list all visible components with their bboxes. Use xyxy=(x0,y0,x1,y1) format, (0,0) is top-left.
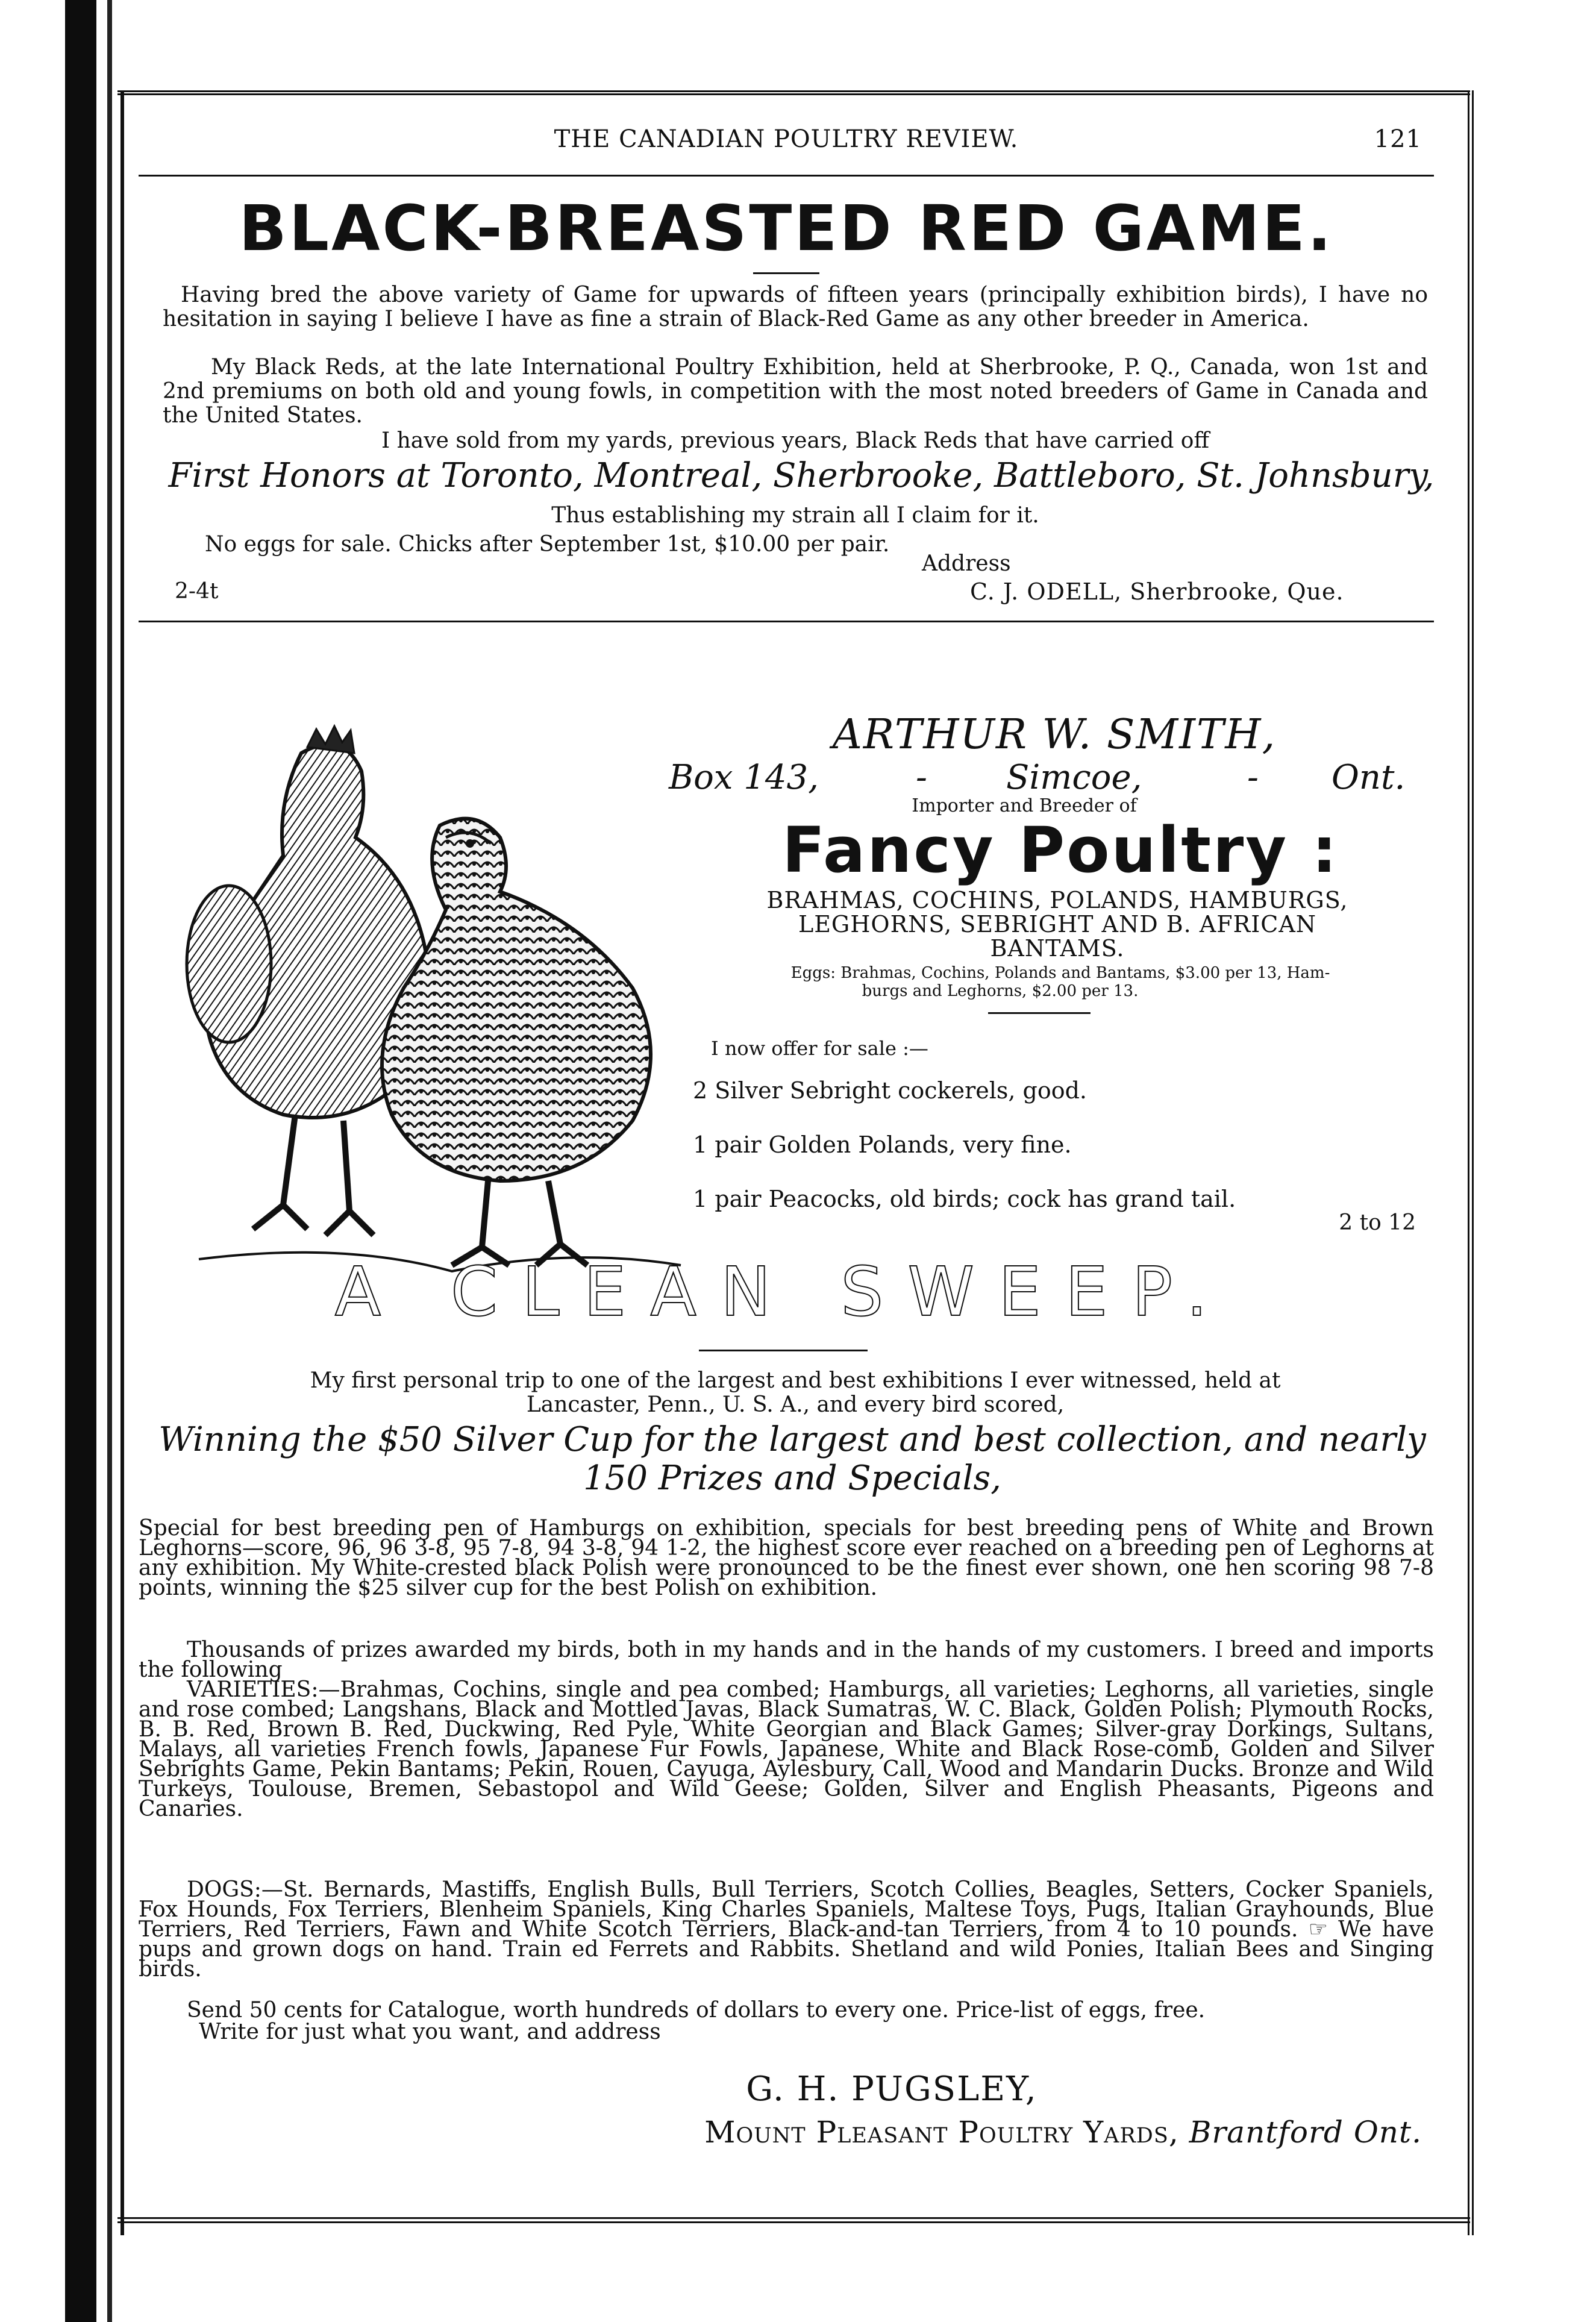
smith-town: Simcoe, xyxy=(1006,758,1142,797)
smith-offer-2: 1 pair Golden Polands, very fine. xyxy=(693,1131,1072,1158)
smith-name: ARTHUR W. SMITH, xyxy=(832,711,1277,759)
odell-claim: Thus establishing my strain all I claim for it. xyxy=(551,503,1039,528)
pugsley-dogs: DOGS:—St. Bernards, Mastiffs, English Bulls, Bull Terriers, Scotch Collies, Beagles, Setters, Cocker Spaniels, Fox Hounds, Fox Terriers, Blenheim Spaniels, King Charles Spaniels, Maltese Toys, Pugs, Italian Grayhounds, Blue Terriers, Red Terriers, Fawn and White Scotch Terriers, Black-and-tan Terriers, from 4 to 10 pounds. ☞ We have pups and grown dogs on hand. Train ed Ferrets and Rabbits. Shetland and wild Ponies, Italian Bees and Singing birds. xyxy=(139,1877,1434,1982)
smith-breeds-2: LEGHORNS, SEBRIGHT AND B. AFRICAN xyxy=(798,911,1317,937)
smith-dash-2: - xyxy=(1247,758,1259,797)
odell-para-1: Having bred the above variety of Game for upwards of fifteen years (principally exhibition birds), I have no hesitation in saying I believe I have as fine a strain of Black-Red Game as any other breeder in America. xyxy=(163,283,1428,331)
rooster-tail xyxy=(187,886,271,1042)
odell-code: 2-4t xyxy=(175,579,219,604)
odell-contact: C. J. ODELL, Sherbrooke, Que. xyxy=(970,578,1344,605)
pugsley-ad-title: A CLEAN SWEEP. xyxy=(334,1253,1232,1332)
top-double-rule xyxy=(117,90,1470,95)
rooster-legs xyxy=(253,1115,374,1235)
binding-shadow xyxy=(107,0,112,2322)
smith-breeds-3: BANTAMS. xyxy=(990,935,1125,962)
pugsley-para-2: Thousands of prizes awarded my birds, both in my hands and in the hands of my customers. I breed and imports the following xyxy=(139,1638,1434,1682)
running-header xyxy=(139,125,1434,167)
odell-address-label: Address xyxy=(922,551,1011,576)
hen-body xyxy=(382,819,651,1181)
smith-offer-1: 2 Silver Sebright cockerels, good. xyxy=(693,1077,1087,1104)
pugsley-catalogue: Send 50 cents for Catalogue, worth hundreds of dollars to every one. Price-list of eggs, free. xyxy=(187,1998,1206,2023)
odell-ad-title: BLACK-BREASTED RED GAME. xyxy=(239,192,1334,265)
pugsley-write: Write for just what you want, and address xyxy=(199,2020,661,2044)
smith-code: 2 to 12 xyxy=(1339,1210,1416,1235)
bottom-double-rule xyxy=(117,2217,1470,2223)
smith-province: Ont. xyxy=(1332,758,1406,797)
smith-offer-intro: I now offer for sale :— xyxy=(711,1037,928,1060)
section-rule-1 xyxy=(139,621,1434,622)
odell-honors: First Honors at Toronto, Montreal, Sherbrooke, Battleboro, St. Johnsbury, xyxy=(168,456,1435,495)
hen-eye xyxy=(466,839,474,848)
clean-sweep-divider xyxy=(699,1350,868,1351)
publication-title: THE CANADIAN POULTRY REVIEW. xyxy=(554,125,1019,153)
odell-eggs: No eggs for sale. Chicks after September 1st, $10.00 per pair. xyxy=(205,532,890,557)
fowl-engraving-image xyxy=(163,705,693,1283)
smith-box: Box 143, xyxy=(669,758,819,797)
pugsley-yards: Mount Pleasant Poultry Yards, xyxy=(704,2115,1179,2150)
smith-headline: Fancy Poultry : xyxy=(782,813,1339,887)
pugsley-winning: Winning the $50 Silver Cup for the largest and best collection, and nearly 150 Prizes and Specials, xyxy=(158,1420,1426,1498)
page-number: 121 xyxy=(1374,125,1422,153)
smith-divider xyxy=(988,1012,1091,1014)
pugsley-city: Brantford Ont. xyxy=(1189,2115,1422,2150)
pugsley-intro: My first personal trip to one of the largest and best exhibitions I ever witnessed, held at Lancaster, Penn., U. S. A., and every bird scored, xyxy=(310,1368,1281,1417)
hen-legs xyxy=(452,1181,587,1265)
pugsley-para-1: Special for best breeding pen of Hamburgs on exhibition, specials for best breeding pens of White and Brown Leghorns—score, 96, 96 3-8, 95 7-8, 94 3-8, 94 1-2, the highest score ever reached on a breeding pen of Leghorns at any exhibition. My White-crested black Polish were pronounced to be the finest ever shown, one hen scoring 98 7-8 points, winning the $25 silver cup for the best Polish on exhibition. xyxy=(139,1516,1434,1600)
pugsley-name: G. H. PUGSLEY, xyxy=(746,2070,1037,2109)
odell-para-3: I have sold from my yards, previous years, Black Reds that have carried off xyxy=(381,428,1210,453)
pugsley-varieties: VARIETIES:—Brahmas, Cochins, single and pea combed; Hamburgs, all varieties; Leghorns, all varieties, single and rose combed; Langshans, Black and Mottled Javas, Black Sumatras, W. C. Black, Golden Polish; Plymouth Rocks, B. B. Red, Brown B. Red, Duckwing, Red Pyle, White Georgian and Black Games; Silver-gray Dorkings, Sultans, Malays, all varieties French fowls, Japanese Fur Fowls, Japanese, White and Black Rose-comb, Golden and Silver Sebrights Game, Pekin Bantams; Pekin, Rouen, Cayuga, Aylesbury, Call, Wood and Mandarin Ducks. Bronze and Wild Turkeys, Toulouse, Bremen, Sebastopol and Wild Geese; Golden, Silver and English Pheasants, Pigeons and Canaries. xyxy=(139,1677,1434,1821)
smith-role: Importer and Breeder of xyxy=(912,795,1137,816)
odell-para-2: My Black Reds, at the late International Poultry Exhibition, held at Sherbrooke, P. Q., Canada, won 1st and 2nd premiums on both old and young fowls, in competition with the most noted breeders of Game in Canada and the United States. xyxy=(163,355,1428,428)
pugsley-address-line xyxy=(482,2115,1422,2150)
smith-dash-1: - xyxy=(916,758,927,797)
header-rule xyxy=(139,175,1434,177)
smith-eggs-1: Eggs: Brahmas, Cochins, Polands and Bantams, $3.00 per 13, Ham- xyxy=(790,964,1330,982)
binding-edge xyxy=(65,0,96,2322)
smith-eggs-2: burgs and Leghorns, $2.00 per 13. xyxy=(862,982,1139,1000)
title-divider xyxy=(753,272,819,274)
smith-offer-3: 1 pair Peacocks, old birds; cock has grand tail. xyxy=(693,1186,1236,1212)
smith-breeds-1: BRAHMAS, COCHINS, POLANDS, HAMBURGS, xyxy=(766,887,1348,913)
